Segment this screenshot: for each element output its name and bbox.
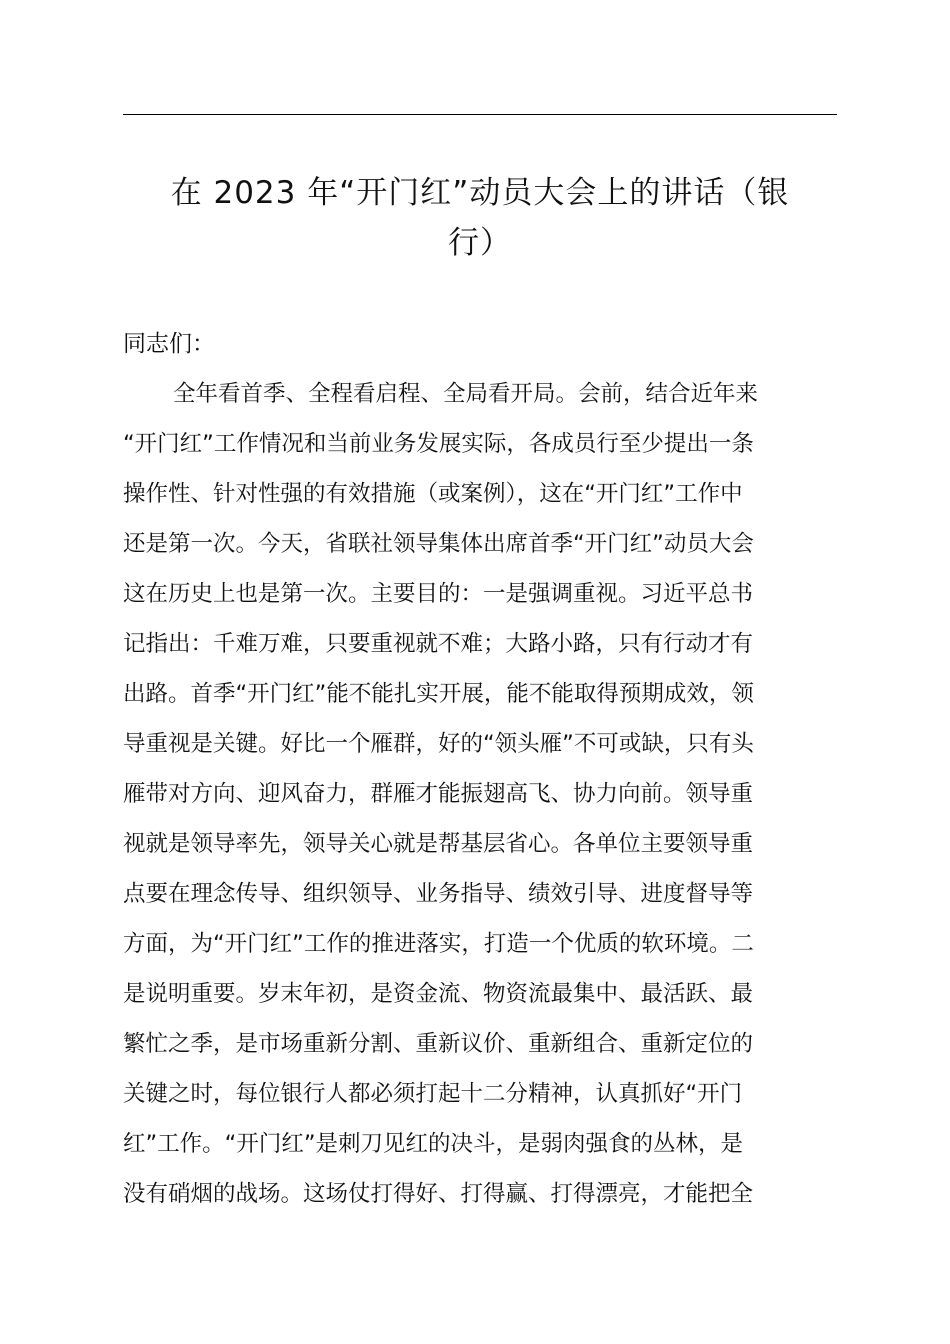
salutation: 同志们： bbox=[123, 331, 215, 357]
body-line: 视就是领导率先，领导关心就是帮基层省心。各单位主要领导重 bbox=[123, 831, 754, 857]
document-title bbox=[123, 168, 837, 268]
body-line: 出路。首季“开门红”能不能扎实开展，能不能取得预期成效，领 bbox=[123, 681, 754, 707]
body-line: 雁带对方向、迎风奋力，群雁才能振翅高飞、协力向前。领导重 bbox=[123, 781, 754, 807]
title-line-2: 行） bbox=[448, 225, 512, 261]
body-line: 点要在理念传导、组织领导、业务指导、绩效引导、进度督导等 bbox=[123, 881, 754, 907]
body-line: 没有硝烟的战场。这场仗打得好、打得赢、打得漂亮，才能把全 bbox=[123, 1181, 754, 1207]
body-line: 这在历史上也是第一次。主要目的：一是强调重视。习近平总书 bbox=[123, 581, 754, 607]
body-line: 红”工作。“开门红”是刺刀见红的决斗，是弱肉强食的丛林，是 bbox=[123, 1131, 743, 1157]
body-line: 是说明重要。岁末年初，是资金流、物资流最集中、最活跃、最 bbox=[123, 981, 754, 1007]
title-line-1: 在 2023 年“开门红”动员大会上的讲话（银 bbox=[170, 175, 790, 211]
body-line: 导重视是关键。好比一个雁群，好的“领头雁”不可或缺，只有头 bbox=[123, 731, 754, 757]
body-line: 关键之时，每位银行人都必须打起十二分精神，认真抓好“开门 bbox=[123, 1081, 743, 1107]
body-line: 方面，为“开门红”工作的推进落实，打造一个优质的软环境。二 bbox=[123, 931, 754, 957]
body-paragraph bbox=[123, 374, 837, 1224]
body-line: 全年看首季、全程看启程、全局看开局。会前，结合近年来 bbox=[173, 381, 759, 407]
body-line: 记指出：千难万难，只要重视就不难；大路小路，只有行动才有 bbox=[123, 631, 754, 657]
header-rule bbox=[123, 114, 837, 115]
body-line: 还是第一次。今天，省联社领导集体出席首季“开门红”动员大会 bbox=[123, 531, 754, 557]
body-line: 操作性、针对性强的有效措施（或案例），这在“开门红”工作中 bbox=[123, 481, 743, 507]
body-line: 繁忙之季，是市场重新分割、重新议价、重新组合、重新定位的 bbox=[123, 1031, 754, 1057]
body-line: “开门红”工作情况和当前业务发展实际，各成员行至少提出一条 bbox=[123, 431, 754, 457]
